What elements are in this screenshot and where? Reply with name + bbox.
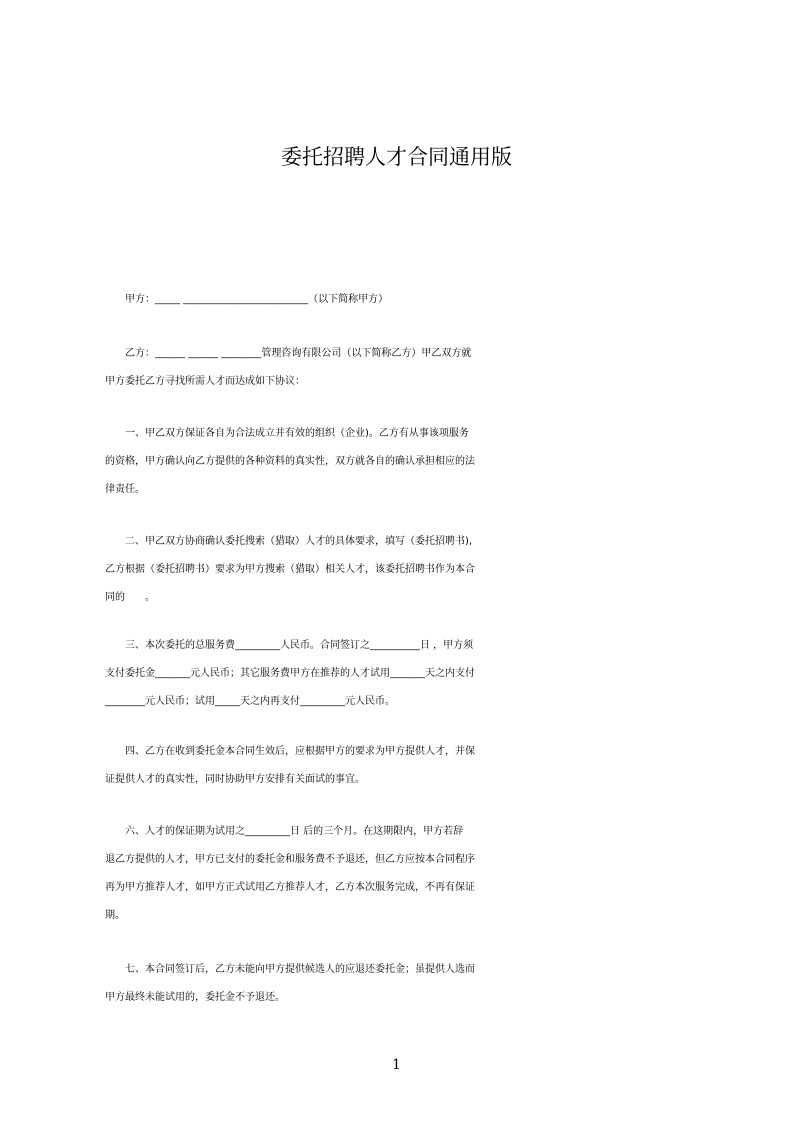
paragraph-party-b	[105, 340, 705, 396]
text-line: 乙方根据（委托招聘书）要求为甲方搜索（猎取）相关人才，该委托招聘书作为本合	[105, 564, 475, 575]
paragraph-clause-7	[105, 956, 705, 1012]
text-line: ________元人民币；试用_____天之内再支付_________元人民币。	[105, 696, 395, 707]
text-line: 六、人才的保证期为试用之_________日 后的三个月。在这期限内，甲方若辞	[105, 826, 464, 837]
paragraph-clause-4	[105, 738, 705, 794]
text-line: 甲方委托乙方寻找所需人才而达成如下协议：	[105, 376, 305, 387]
text-line: 乙方：______ ______ ________管理咨询有限公司（以下简称乙方）甲乙双方就	[105, 348, 472, 359]
text-line: 七、本合同签订后，乙方未能向甲方提供候选人的应退还委托金；虽提供人选而	[105, 964, 475, 975]
text-line: 期。	[105, 910, 125, 921]
paragraph-clause-3	[105, 632, 705, 716]
text-line: 四、乙方在收到委托金本合同生效后，应根据甲方的要求为甲方提供人才，并保	[105, 746, 475, 757]
document-title: 委托招聘人才合同通用版	[281, 145, 512, 169]
paragraph-clause-2	[105, 528, 705, 612]
text-line: 的资格，甲方确认向乙方提供的各种资料的真实性，双方就各自的确认承担相应的法	[105, 456, 475, 467]
text-line: 三、本次委托的总服务费_________人民币。合同签订之__________日 ，甲方须	[105, 640, 474, 651]
text-line: 律责任。	[105, 484, 145, 495]
text-line: 二、甲乙双方协商确认委托搜索（猎取）人才的具体要求，填写（委托招聘书),	[105, 536, 473, 547]
page-number: 1	[392, 1057, 401, 1073]
text-line: 甲方最终未能试用的，委托金不予退还。	[105, 992, 285, 1003]
text-line: 同的 。	[105, 592, 155, 603]
text-line: 证提供人才的真实性，同时协助甲方安排有关面试的事宜。	[105, 774, 365, 785]
text-line: 一、甲乙双方保证各自为合法成立并有效的组织（企业)。乙方有从事该项服务	[105, 428, 469, 439]
text-line: 支付委托金_______元人民币；其它服务费甲方在推荐的人才试用_______天之内支付	[105, 668, 475, 679]
paragraph-party-a	[105, 286, 705, 314]
paragraph-clause-6	[105, 818, 705, 930]
paragraph-clause-1	[105, 420, 705, 504]
text-line: 甲方：_____ _________________________（以下简称甲方）	[105, 294, 389, 305]
text-line: 再为甲方推荐人才，如甲方正式试用乙方推荐人才，乙方本次服务完成，不再有保证	[105, 882, 475, 893]
text-line: 退乙方提供的人才，甲方已支付的委托金和服务费不予退还，但乙方应按本合同程序	[105, 854, 475, 865]
